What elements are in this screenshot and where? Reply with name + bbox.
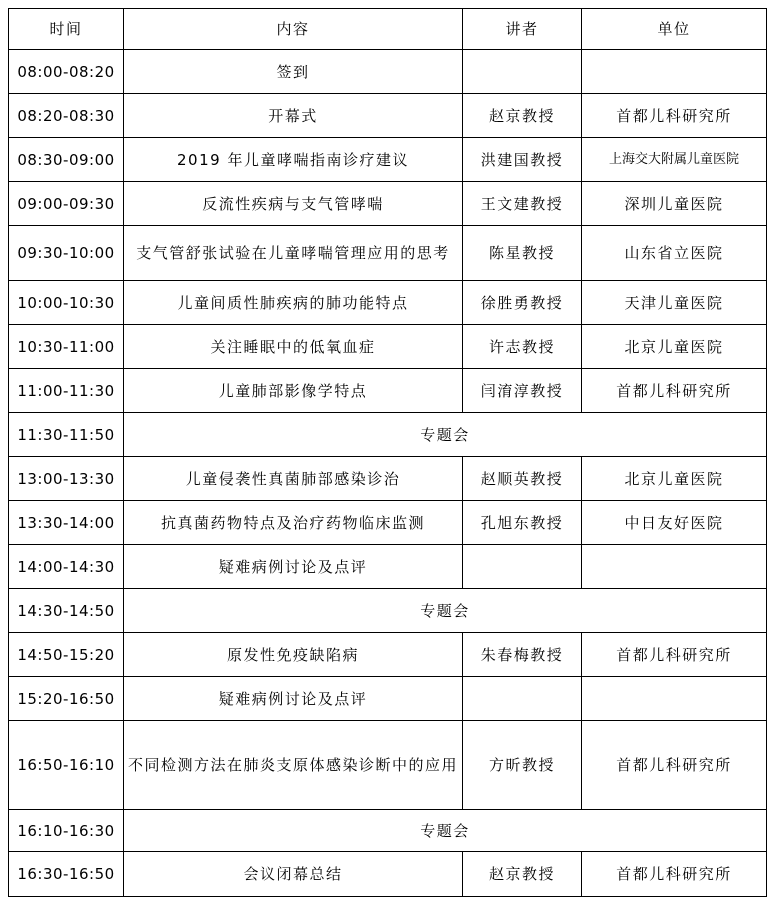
- table-row: [9, 633, 767, 677]
- table-row: [9, 50, 767, 94]
- row-unit: 中日友好医院: [582, 501, 767, 545]
- table-row: [9, 501, 767, 545]
- row-speaker: 徐胜勇教授: [463, 281, 582, 325]
- row-speaker: 许志教授: [463, 325, 582, 369]
- row-content: 不同检测方法在肺炎支原体感染诊断中的应用: [124, 721, 463, 810]
- row-speaker: 孔旭东教授: [463, 501, 582, 545]
- row-time: 14:00-14:30: [9, 545, 124, 589]
- row-time: 16:10-16:30: [9, 810, 124, 852]
- row-time: 11:00-11:30: [9, 369, 124, 413]
- row-speaker: 陈星教授: [463, 226, 582, 281]
- row-unit: [582, 50, 767, 94]
- row-time: 10:00-10:30: [9, 281, 124, 325]
- row-time: 16:30-16:50: [9, 852, 124, 897]
- table-row: [9, 721, 767, 810]
- row-content: 支气管舒张试验在儿童哮喘管理应用的思考: [124, 226, 463, 281]
- row-content: 会议闭幕总结: [124, 852, 463, 897]
- row-content: 原发性免疫缺陷病: [124, 633, 463, 677]
- table-row: [9, 369, 767, 413]
- row-session-title: 专题会: [124, 413, 767, 457]
- header-speaker: 讲者: [463, 9, 582, 50]
- table-row: [9, 677, 767, 721]
- table-header-row: [9, 9, 767, 50]
- table-row: [9, 325, 767, 369]
- row-session-title: 专题会: [124, 589, 767, 633]
- row-speaker: [463, 545, 582, 589]
- row-unit: 天津儿童医院: [582, 281, 767, 325]
- table-row: [9, 138, 767, 182]
- row-unit: [582, 677, 767, 721]
- row-unit: 北京儿童医院: [582, 325, 767, 369]
- row-unit: 首都儿科研究所: [582, 721, 767, 810]
- table-row: [9, 226, 767, 281]
- row-unit: 上海交大附属儿童医院: [582, 138, 767, 182]
- row-time: 13:30-14:00: [9, 501, 124, 545]
- row-unit: 山东省立医院: [582, 226, 767, 281]
- row-content: 签到: [124, 50, 463, 94]
- row-time: 08:30-09:00: [9, 138, 124, 182]
- row-content: 关注睡眠中的低氧血症: [124, 325, 463, 369]
- row-speaker: [463, 677, 582, 721]
- header-content: 内容: [124, 9, 463, 50]
- table-row: [9, 545, 767, 589]
- row-content: 疑难病例讨论及点评: [124, 677, 463, 721]
- row-unit: [582, 545, 767, 589]
- row-time: 16:50-16:10: [9, 721, 124, 810]
- row-speaker: 赵京教授: [463, 852, 582, 897]
- row-time: 13:00-13:30: [9, 457, 124, 501]
- row-time: 08:00-08:20: [9, 50, 124, 94]
- row-speaker: 王文建教授: [463, 182, 582, 226]
- table-row-session: [9, 810, 767, 852]
- row-speaker: 赵京教授: [463, 94, 582, 138]
- row-time: 09:00-09:30: [9, 182, 124, 226]
- table-row: [9, 281, 767, 325]
- table-row: [9, 94, 767, 138]
- table-row-session: [9, 413, 767, 457]
- row-speaker: 赵顺英教授: [463, 457, 582, 501]
- row-speaker: 方昕教授: [463, 721, 582, 810]
- row-time: 08:20-08:30: [9, 94, 124, 138]
- row-time: 14:30-14:50: [9, 589, 124, 633]
- row-unit: 首都儿科研究所: [582, 633, 767, 677]
- row-content: 2019 年儿童哮喘指南诊疗建议: [124, 138, 463, 182]
- row-unit: 首都儿科研究所: [582, 852, 767, 897]
- row-content: 疑难病例讨论及点评: [124, 545, 463, 589]
- row-unit: 深圳儿童医院: [582, 182, 767, 226]
- row-time: 09:30-10:00: [9, 226, 124, 281]
- row-unit: 首都儿科研究所: [582, 369, 767, 413]
- table-row-session: [9, 589, 767, 633]
- row-session-title: 专题会: [124, 810, 767, 852]
- row-content: 儿童侵袭性真菌肺部感染诊治: [124, 457, 463, 501]
- table-row: [9, 182, 767, 226]
- row-time: 10:30-11:00: [9, 325, 124, 369]
- row-speaker: 洪建国教授: [463, 138, 582, 182]
- row-time: 15:20-16:50: [9, 677, 124, 721]
- row-speaker: [463, 50, 582, 94]
- schedule-table: [8, 8, 767, 897]
- table-row: [9, 852, 767, 897]
- row-content: 儿童肺部影像学特点: [124, 369, 463, 413]
- row-speaker: 朱春梅教授: [463, 633, 582, 677]
- row-content: 儿童间质性肺疾病的肺功能特点: [124, 281, 463, 325]
- row-unit: 北京儿童医院: [582, 457, 767, 501]
- row-time: 11:30-11:50: [9, 413, 124, 457]
- header-time: 时间: [9, 9, 124, 50]
- row-speaker: 闫淯淳教授: [463, 369, 582, 413]
- row-time: 14:50-15:20: [9, 633, 124, 677]
- table-row: [9, 457, 767, 501]
- row-content: 抗真菌药物特点及治疗药物临床监测: [124, 501, 463, 545]
- header-unit: 单位: [582, 9, 767, 50]
- row-unit: 首都儿科研究所: [582, 94, 767, 138]
- row-content: 反流性疾病与支气管哮喘: [124, 182, 463, 226]
- row-content: 开幕式: [124, 94, 463, 138]
